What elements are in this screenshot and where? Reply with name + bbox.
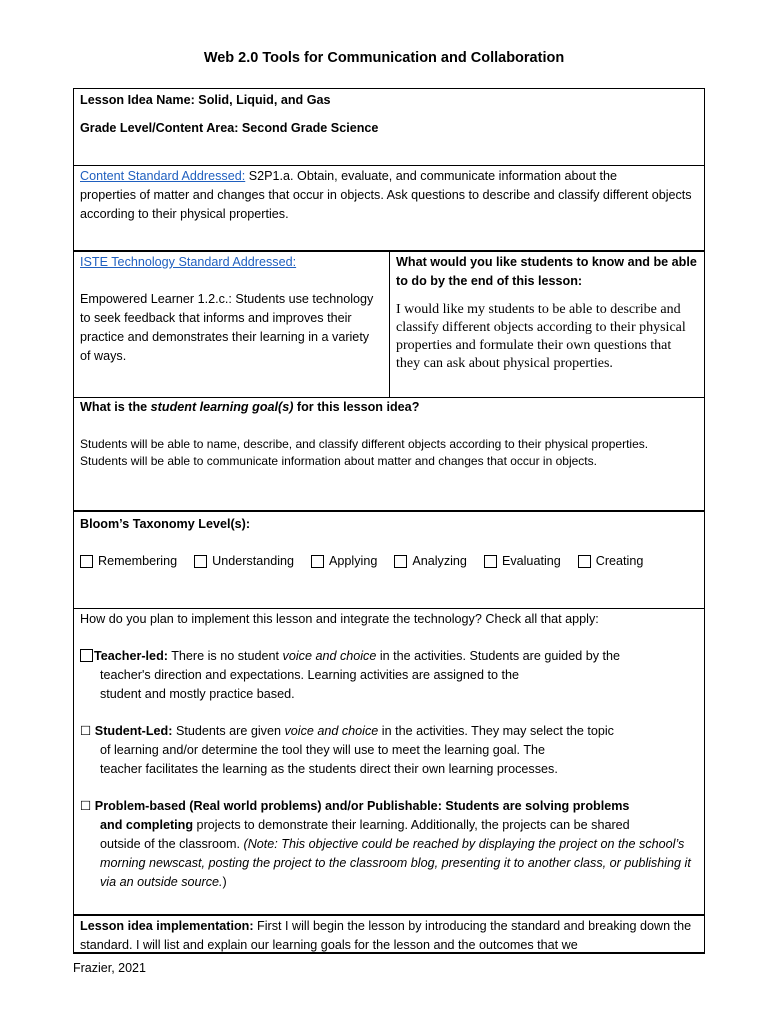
checkbox-icon[interactable]: ☐: [80, 724, 92, 738]
page-title: Web 2.0 Tools for Communication and Collaboration: [203, 50, 565, 66]
blooms-levels: [80, 552, 698, 571]
option-problem-based[interactable]: ☐ Problem-based (Real world problems) and/or Publishable: Students are solving problems and completing projects to demonstrate their learning. Additionally, the projects can be shared outside of the classroom. (Note: This objective could be reached by displaying the project on the school’s morning newscast, posting the project to the classroom blog, presenting it to another class, or publishing it via an outside source.): [80, 799, 691, 889]
content-standard-line1: S2P1.a. Obtain, evaluate, and communicate information about the: [245, 169, 617, 183]
implement-question: How do you plan to implement this lesson and integrate the technology? Check all that apply:: [80, 612, 599, 626]
blooms-cell: [73, 510, 705, 609]
implementation-text: First I will begin the lesson by introducing the standard and breaking down the standard. I will list and explain our learning goals for the lesson and the outcomes that we: [80, 919, 692, 952]
goal-line-2: Students will be able to communicate information about matter and changes that occur in objects.: [80, 454, 597, 468]
checkbox-icon[interactable]: [194, 555, 207, 568]
checkbox-icon[interactable]: [484, 555, 497, 568]
checkbox-icon[interactable]: [394, 555, 407, 568]
content-standard-cell: [73, 165, 705, 251]
footer-author: Frazier, 2021: [73, 961, 146, 975]
blooms-level-applying[interactable]: Applying: [311, 552, 377, 571]
outcome-question: What would you like students to know and be able to do by the end of this lesson:: [396, 255, 697, 288]
iste-standard-link[interactable]: ISTE Technology Standard Addressed:: [80, 255, 297, 269]
checkbox-icon[interactable]: [311, 555, 324, 568]
option-teacher-led[interactable]: Teacher-led: There is no student voice and choice in the activities. Students are guided by the teacher's direction and expectations. Learning activities are assigned to the student and mostly practice based.: [80, 647, 698, 704]
checkbox-icon[interactable]: [80, 649, 93, 662]
lesson-info-cell: [73, 88, 705, 166]
lesson-plan-table: [73, 88, 705, 954]
blooms-level-remembering[interactable]: Remembering: [80, 552, 177, 571]
goals-question-start: What is the: [80, 400, 151, 414]
grade-value: Second Grade Science: [241, 121, 379, 135]
learning-goals-cell: [73, 397, 705, 511]
content-standard-text: properties of matter and changes that occur in objects. Ask questions to describe and classify different objects according to their physical properties.: [80, 188, 692, 221]
grade-label: Grade Level/Content Area:: [80, 121, 239, 135]
outcome-answer: I would like my students to be able to describe and classify different objects according to their physical properties and formulate their own questions that they can ask about physical properties.: [396, 302, 686, 371]
iste-text: Empowered Learner 1.2.c.: Students use technology to seek feedback that informs and improves their practice and demonstrates their learning in a variety of ways.: [80, 292, 374, 363]
blooms-level-evaluating[interactable]: Evaluating: [484, 552, 561, 571]
implementation-cell: [73, 914, 705, 954]
blooms-level-creating[interactable]: Creating: [578, 552, 644, 571]
checkbox-icon[interactable]: [80, 555, 93, 568]
blooms-level-understanding[interactable]: Understanding: [194, 552, 294, 571]
goals-question-end: for this lesson idea?: [293, 400, 420, 414]
checkbox-icon[interactable]: [578, 555, 591, 568]
implementation-label: Lesson idea implementation:: [80, 919, 254, 933]
implementation-choices-cell: [73, 608, 705, 915]
outcome-cell: [389, 250, 705, 398]
blooms-label: Bloom’s Taxonomy Level(s):: [80, 517, 251, 531]
iste-cell: [73, 250, 390, 398]
goals-question-italic: student learning goal(s): [150, 400, 294, 414]
option-student-led[interactable]: ☐ Student-Led: Students are given voice and choice in the activities. They may select the topic of learning and/or determine the tool they will use to meet the learning goal. The teacher facilitates the learning as the students direct their own learning processes.: [80, 724, 614, 776]
content-standard-link[interactable]: Content Standard Addressed:: [80, 169, 246, 183]
lesson-name-value: Solid, Liquid, and Gas: [198, 93, 331, 107]
lesson-name-label: Lesson Idea Name:: [80, 93, 195, 107]
blooms-level-analyzing[interactable]: Analyzing: [394, 552, 467, 571]
checkbox-icon[interactable]: ☐: [80, 799, 92, 813]
goal-line-1: Students will be able to name, describe, and classify different objects according to their physical properties.: [80, 437, 649, 451]
